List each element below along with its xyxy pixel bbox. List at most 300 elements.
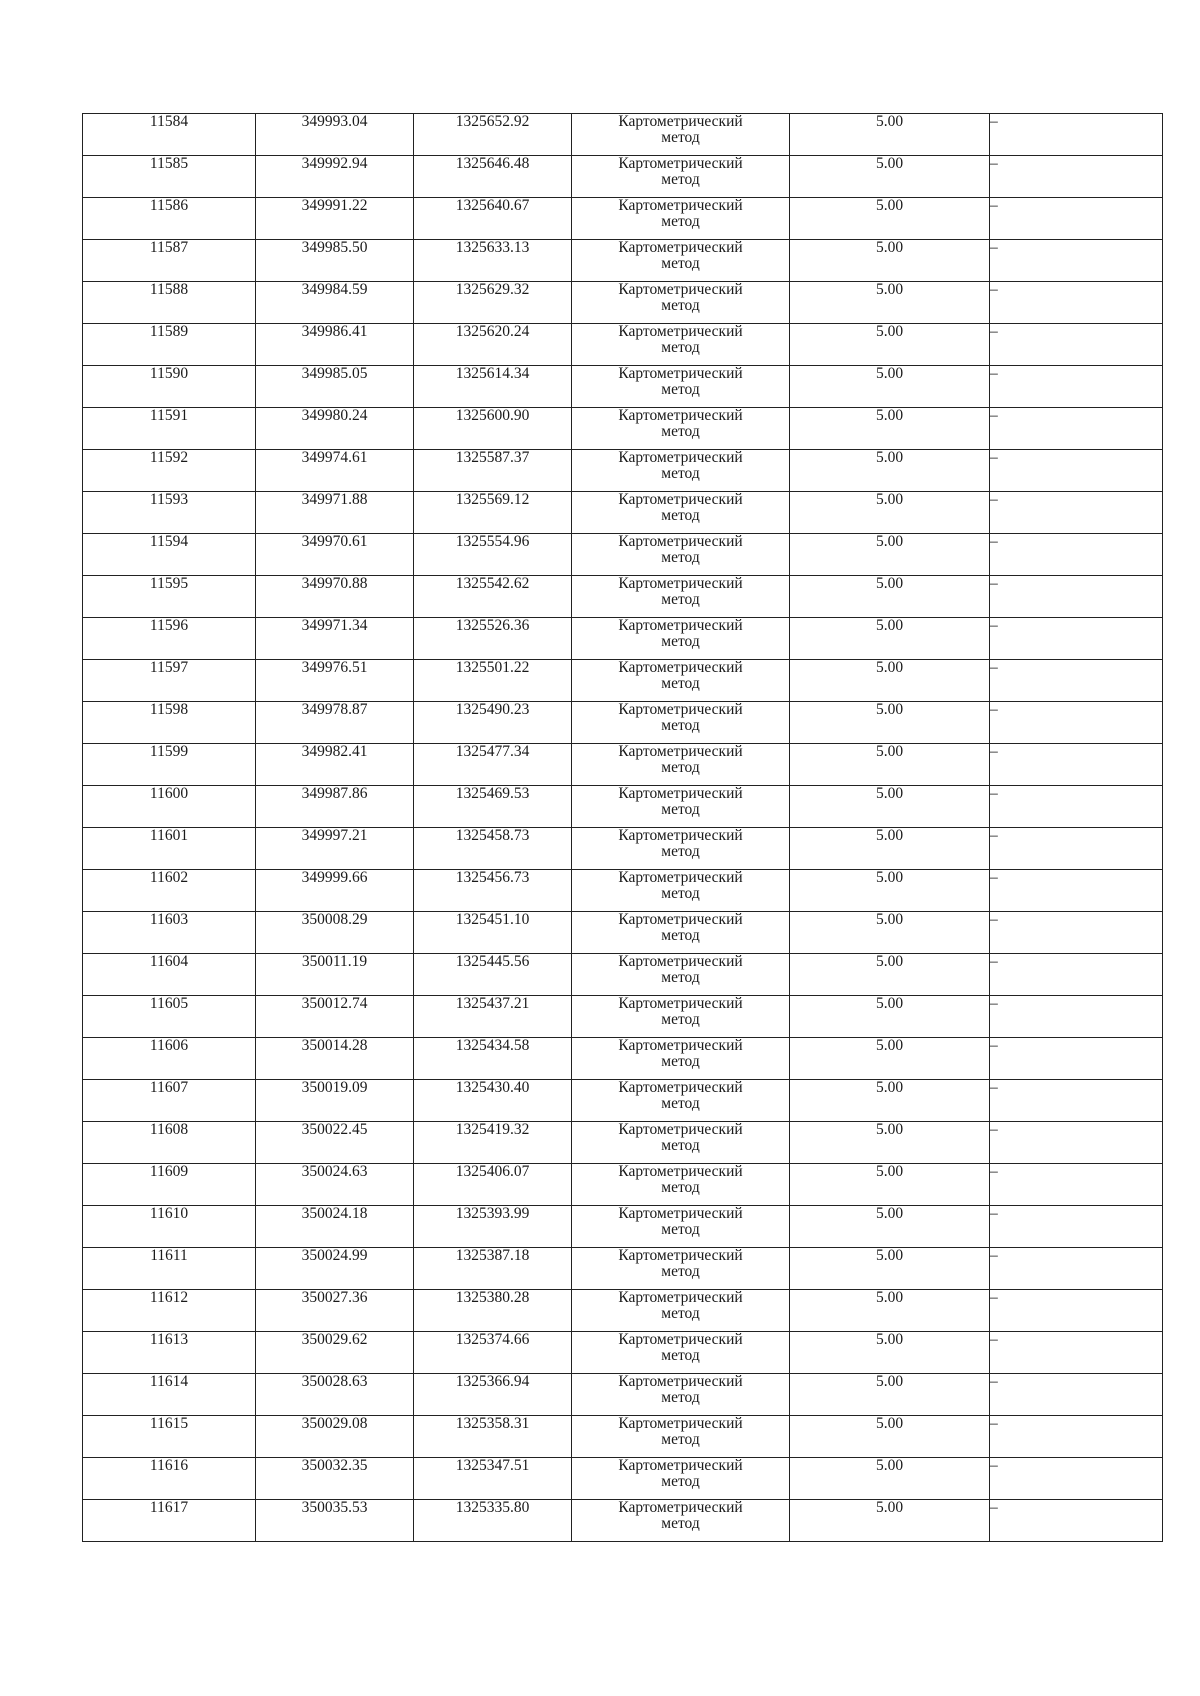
table-row bbox=[83, 744, 1163, 786]
y-coordinate-cell: 1325374.66 bbox=[414, 1332, 572, 1374]
table-row bbox=[83, 366, 1163, 408]
table-row bbox=[83, 660, 1163, 702]
method-cell bbox=[572, 408, 790, 450]
x-coordinate-cell: 349980.24 bbox=[256, 408, 414, 450]
method-line-2: метод bbox=[661, 885, 700, 902]
method-cell bbox=[572, 1290, 790, 1332]
point-number-cell: 11596 bbox=[83, 618, 256, 660]
table-row bbox=[83, 324, 1163, 366]
x-coordinate-cell: 349997.21 bbox=[256, 828, 414, 870]
table-row bbox=[83, 912, 1163, 954]
y-coordinate-cell: 1325366.94 bbox=[414, 1374, 572, 1416]
method-line-1: Картометрический bbox=[618, 197, 743, 214]
table-row bbox=[83, 114, 1163, 156]
table-row bbox=[83, 1206, 1163, 1248]
note-cell: – bbox=[990, 156, 1163, 198]
point-number-cell: 11611 bbox=[83, 1248, 256, 1290]
y-coordinate-cell: 1325437.21 bbox=[414, 996, 572, 1038]
table-body bbox=[83, 114, 1163, 1542]
method-line-2: метод bbox=[661, 1389, 700, 1406]
method-cell bbox=[572, 618, 790, 660]
method-cell bbox=[572, 702, 790, 744]
x-coordinate-cell: 350027.36 bbox=[256, 1290, 414, 1332]
note-cell: – bbox=[990, 324, 1163, 366]
accuracy-cell: 5.00 bbox=[790, 702, 990, 744]
x-coordinate-cell: 349976.51 bbox=[256, 660, 414, 702]
x-coordinate-cell: 350024.99 bbox=[256, 1248, 414, 1290]
accuracy-cell: 5.00 bbox=[790, 1080, 990, 1122]
x-coordinate-cell: 350012.74 bbox=[256, 996, 414, 1038]
note-cell: – bbox=[990, 912, 1163, 954]
table-row bbox=[83, 282, 1163, 324]
point-number-cell: 11613 bbox=[83, 1332, 256, 1374]
method-line-1: Картометрический bbox=[618, 785, 743, 802]
method-line-2: метод bbox=[661, 1515, 700, 1532]
method-line-1: Картометрический bbox=[618, 323, 743, 340]
method-line-1: Картометрический bbox=[618, 1373, 743, 1390]
y-coordinate-cell: 1325477.34 bbox=[414, 744, 572, 786]
x-coordinate-cell: 350024.18 bbox=[256, 1206, 414, 1248]
method-cell bbox=[572, 744, 790, 786]
note-cell: – bbox=[990, 870, 1163, 912]
accuracy-cell: 5.00 bbox=[790, 786, 990, 828]
method-line-2: метод bbox=[661, 423, 700, 440]
x-coordinate-cell: 350035.53 bbox=[256, 1500, 414, 1542]
y-coordinate-cell: 1325380.28 bbox=[414, 1290, 572, 1332]
y-coordinate-cell: 1325430.40 bbox=[414, 1080, 572, 1122]
method-line-1: Картометрический bbox=[618, 995, 743, 1012]
table-row bbox=[83, 786, 1163, 828]
method-cell bbox=[572, 786, 790, 828]
method-cell bbox=[572, 1248, 790, 1290]
point-number-cell: 11610 bbox=[83, 1206, 256, 1248]
accuracy-cell: 5.00 bbox=[790, 1206, 990, 1248]
method-line-2: метод bbox=[661, 759, 700, 776]
method-line-2: метод bbox=[661, 1221, 700, 1238]
method-line-1: Картометрический bbox=[618, 113, 743, 130]
y-coordinate-cell: 1325458.73 bbox=[414, 828, 572, 870]
y-coordinate-cell: 1325347.51 bbox=[414, 1458, 572, 1500]
y-coordinate-cell: 1325335.80 bbox=[414, 1500, 572, 1542]
point-number-cell: 11597 bbox=[83, 660, 256, 702]
y-coordinate-cell: 1325490.23 bbox=[414, 702, 572, 744]
x-coordinate-cell: 350029.62 bbox=[256, 1332, 414, 1374]
point-number-cell: 11615 bbox=[83, 1416, 256, 1458]
method-line-1: Картометрический bbox=[618, 449, 743, 466]
note-cell: – bbox=[990, 1206, 1163, 1248]
method-cell bbox=[572, 996, 790, 1038]
point-number-cell: 11589 bbox=[83, 324, 256, 366]
note-cell: – bbox=[990, 534, 1163, 576]
table-row bbox=[83, 702, 1163, 744]
note-cell: – bbox=[990, 1038, 1163, 1080]
method-line-1: Картометрический bbox=[618, 281, 743, 298]
accuracy-cell: 5.00 bbox=[790, 1248, 990, 1290]
method-cell bbox=[572, 324, 790, 366]
table-row bbox=[83, 1164, 1163, 1206]
note-cell: – bbox=[990, 1332, 1163, 1374]
note-cell: – bbox=[990, 1458, 1163, 1500]
accuracy-cell: 5.00 bbox=[790, 156, 990, 198]
x-coordinate-cell: 349987.86 bbox=[256, 786, 414, 828]
method-cell bbox=[572, 282, 790, 324]
point-number-cell: 11587 bbox=[83, 240, 256, 282]
point-number-cell: 11590 bbox=[83, 366, 256, 408]
table-row bbox=[83, 1416, 1163, 1458]
y-coordinate-cell: 1325445.56 bbox=[414, 954, 572, 996]
note-cell: – bbox=[990, 1164, 1163, 1206]
table-row bbox=[83, 1458, 1163, 1500]
accuracy-cell: 5.00 bbox=[790, 1164, 990, 1206]
note-cell: – bbox=[990, 1080, 1163, 1122]
method-cell bbox=[572, 1122, 790, 1164]
method-cell bbox=[572, 954, 790, 996]
method-line-1: Картометрический bbox=[618, 1289, 743, 1306]
y-coordinate-cell: 1325569.12 bbox=[414, 492, 572, 534]
y-coordinate-cell: 1325554.96 bbox=[414, 534, 572, 576]
method-line-1: Картометрический bbox=[618, 1415, 743, 1432]
method-line-2: метод bbox=[661, 1305, 700, 1322]
method-cell bbox=[572, 576, 790, 618]
method-line-2: метод bbox=[661, 1095, 700, 1112]
x-coordinate-cell: 349971.88 bbox=[256, 492, 414, 534]
method-line-1: Картометрический bbox=[618, 365, 743, 382]
method-line-2: метод bbox=[661, 927, 700, 944]
method-cell bbox=[572, 1080, 790, 1122]
method-cell bbox=[572, 366, 790, 408]
point-number-cell: 11612 bbox=[83, 1290, 256, 1332]
method-cell bbox=[572, 492, 790, 534]
method-line-1: Картометрический bbox=[618, 1121, 743, 1138]
accuracy-cell: 5.00 bbox=[790, 1332, 990, 1374]
method-line-1: Картометрический bbox=[618, 533, 743, 550]
point-number-cell: 11614 bbox=[83, 1374, 256, 1416]
y-coordinate-cell: 1325600.90 bbox=[414, 408, 572, 450]
x-coordinate-cell: 349986.41 bbox=[256, 324, 414, 366]
y-coordinate-cell: 1325434.58 bbox=[414, 1038, 572, 1080]
accuracy-cell: 5.00 bbox=[790, 1290, 990, 1332]
method-line-2: метод bbox=[661, 717, 700, 734]
point-number-cell: 11605 bbox=[83, 996, 256, 1038]
table-row bbox=[83, 534, 1163, 576]
accuracy-cell: 5.00 bbox=[790, 492, 990, 534]
x-coordinate-cell: 350032.35 bbox=[256, 1458, 414, 1500]
table-row bbox=[83, 618, 1163, 660]
method-line-1: Картометрический bbox=[618, 869, 743, 886]
method-line-1: Картометрический bbox=[618, 827, 743, 844]
note-cell: – bbox=[990, 576, 1163, 618]
method-line-1: Картометрический bbox=[618, 239, 743, 256]
point-number-cell: 11599 bbox=[83, 744, 256, 786]
x-coordinate-cell: 350028.63 bbox=[256, 1374, 414, 1416]
y-coordinate-cell: 1325526.36 bbox=[414, 618, 572, 660]
method-cell bbox=[572, 198, 790, 240]
method-line-2: метод bbox=[661, 213, 700, 230]
table-row bbox=[83, 954, 1163, 996]
note-cell: – bbox=[990, 702, 1163, 744]
method-line-1: Картометрический bbox=[618, 155, 743, 172]
accuracy-cell: 5.00 bbox=[790, 450, 990, 492]
y-coordinate-cell: 1325629.32 bbox=[414, 282, 572, 324]
point-number-cell: 11602 bbox=[83, 870, 256, 912]
point-number-cell: 11616 bbox=[83, 1458, 256, 1500]
note-cell: – bbox=[990, 450, 1163, 492]
table-row bbox=[83, 870, 1163, 912]
method-line-1: Картометрический bbox=[618, 1037, 743, 1054]
accuracy-cell: 5.00 bbox=[790, 198, 990, 240]
method-cell bbox=[572, 450, 790, 492]
y-coordinate-cell: 1325542.62 bbox=[414, 576, 572, 618]
point-number-cell: 11584 bbox=[83, 114, 256, 156]
method-line-1: Картометрический bbox=[618, 1331, 743, 1348]
x-coordinate-cell: 350024.63 bbox=[256, 1164, 414, 1206]
y-coordinate-cell: 1325358.31 bbox=[414, 1416, 572, 1458]
method-line-2: метод bbox=[661, 297, 700, 314]
point-number-cell: 11594 bbox=[83, 534, 256, 576]
note-cell: – bbox=[990, 1374, 1163, 1416]
method-line-1: Картометрический bbox=[618, 1079, 743, 1096]
table-row bbox=[83, 1374, 1163, 1416]
note-cell: – bbox=[990, 408, 1163, 450]
note-cell: – bbox=[990, 1500, 1163, 1542]
table-row bbox=[83, 156, 1163, 198]
note-cell: – bbox=[990, 282, 1163, 324]
y-coordinate-cell: 1325393.99 bbox=[414, 1206, 572, 1248]
note-cell: – bbox=[990, 240, 1163, 282]
method-cell bbox=[572, 912, 790, 954]
x-coordinate-cell: 350011.19 bbox=[256, 954, 414, 996]
note-cell: – bbox=[990, 492, 1163, 534]
method-line-2: метод bbox=[661, 591, 700, 608]
method-line-1: Картометрический bbox=[618, 701, 743, 718]
accuracy-cell: 5.00 bbox=[790, 912, 990, 954]
point-number-cell: 11588 bbox=[83, 282, 256, 324]
accuracy-cell: 5.00 bbox=[790, 996, 990, 1038]
table-row bbox=[83, 1332, 1163, 1374]
method-line-1: Картометрический bbox=[618, 1457, 743, 1474]
method-cell bbox=[572, 828, 790, 870]
method-line-2: метод bbox=[661, 1179, 700, 1196]
x-coordinate-cell: 349974.61 bbox=[256, 450, 414, 492]
x-coordinate-cell: 349985.05 bbox=[256, 366, 414, 408]
accuracy-cell: 5.00 bbox=[790, 114, 990, 156]
point-number-cell: 11585 bbox=[83, 156, 256, 198]
method-line-1: Картометрический bbox=[618, 659, 743, 676]
accuracy-cell: 5.00 bbox=[790, 534, 990, 576]
method-cell bbox=[572, 1374, 790, 1416]
method-line-1: Картометрический bbox=[618, 1163, 743, 1180]
table-row bbox=[83, 1122, 1163, 1164]
accuracy-cell: 5.00 bbox=[790, 954, 990, 996]
note-cell: – bbox=[990, 954, 1163, 996]
coordinates-table bbox=[82, 113, 1163, 1542]
point-number-cell: 11592 bbox=[83, 450, 256, 492]
point-number-cell: 11604 bbox=[83, 954, 256, 996]
method-cell bbox=[572, 660, 790, 702]
accuracy-cell: 5.00 bbox=[790, 1416, 990, 1458]
table-row bbox=[83, 492, 1163, 534]
y-coordinate-cell: 1325620.24 bbox=[414, 324, 572, 366]
y-coordinate-cell: 1325419.32 bbox=[414, 1122, 572, 1164]
accuracy-cell: 5.00 bbox=[790, 660, 990, 702]
y-coordinate-cell: 1325640.67 bbox=[414, 198, 572, 240]
table-row bbox=[83, 1290, 1163, 1332]
method-line-2: метод bbox=[661, 1431, 700, 1448]
accuracy-cell: 5.00 bbox=[790, 240, 990, 282]
accuracy-cell: 5.00 bbox=[790, 870, 990, 912]
y-coordinate-cell: 1325646.48 bbox=[414, 156, 572, 198]
accuracy-cell: 5.00 bbox=[790, 1374, 990, 1416]
method-line-2: метод bbox=[661, 1263, 700, 1280]
y-coordinate-cell: 1325614.34 bbox=[414, 366, 572, 408]
x-coordinate-cell: 349982.41 bbox=[256, 744, 414, 786]
accuracy-cell: 5.00 bbox=[790, 576, 990, 618]
x-coordinate-cell: 349999.66 bbox=[256, 870, 414, 912]
x-coordinate-cell: 349984.59 bbox=[256, 282, 414, 324]
y-coordinate-cell: 1325501.22 bbox=[414, 660, 572, 702]
note-cell: – bbox=[990, 1248, 1163, 1290]
y-coordinate-cell: 1325406.07 bbox=[414, 1164, 572, 1206]
point-number-cell: 11593 bbox=[83, 492, 256, 534]
note-cell: – bbox=[990, 1416, 1163, 1458]
accuracy-cell: 5.00 bbox=[790, 1500, 990, 1542]
method-line-2: метод bbox=[661, 255, 700, 272]
x-coordinate-cell: 350022.45 bbox=[256, 1122, 414, 1164]
note-cell: – bbox=[990, 1290, 1163, 1332]
x-coordinate-cell: 350029.08 bbox=[256, 1416, 414, 1458]
method-line-2: метод bbox=[661, 1347, 700, 1364]
method-cell bbox=[572, 114, 790, 156]
method-line-1: Картометрический bbox=[618, 743, 743, 760]
accuracy-cell: 5.00 bbox=[790, 282, 990, 324]
method-line-2: метод bbox=[661, 129, 700, 146]
accuracy-cell: 5.00 bbox=[790, 408, 990, 450]
point-number-cell: 11598 bbox=[83, 702, 256, 744]
method-line-2: метод bbox=[661, 171, 700, 188]
method-line-1: Картометрический bbox=[618, 617, 743, 634]
y-coordinate-cell: 1325633.13 bbox=[414, 240, 572, 282]
point-number-cell: 11595 bbox=[83, 576, 256, 618]
y-coordinate-cell: 1325587.37 bbox=[414, 450, 572, 492]
note-cell: – bbox=[990, 744, 1163, 786]
method-cell bbox=[572, 870, 790, 912]
table-row bbox=[83, 450, 1163, 492]
x-coordinate-cell: 349992.94 bbox=[256, 156, 414, 198]
accuracy-cell: 5.00 bbox=[790, 828, 990, 870]
method-line-1: Картометрический bbox=[618, 1499, 743, 1516]
method-line-2: метод bbox=[661, 339, 700, 356]
accuracy-cell: 5.00 bbox=[790, 1038, 990, 1080]
accuracy-cell: 5.00 bbox=[790, 1458, 990, 1500]
y-coordinate-cell: 1325652.92 bbox=[414, 114, 572, 156]
method-line-1: Картометрический bbox=[618, 1247, 743, 1264]
method-line-2: метод bbox=[661, 1053, 700, 1070]
point-number-cell: 11617 bbox=[83, 1500, 256, 1542]
method-cell bbox=[572, 1038, 790, 1080]
method-line-1: Картометрический bbox=[618, 911, 743, 928]
point-number-cell: 11600 bbox=[83, 786, 256, 828]
x-coordinate-cell: 349970.88 bbox=[256, 576, 414, 618]
method-line-2: метод bbox=[661, 507, 700, 524]
table-row bbox=[83, 408, 1163, 450]
method-cell bbox=[572, 156, 790, 198]
method-line-1: Картометрический bbox=[618, 491, 743, 508]
method-cell bbox=[572, 534, 790, 576]
note-cell: – bbox=[990, 198, 1163, 240]
note-cell: – bbox=[990, 660, 1163, 702]
method-line-2: метод bbox=[661, 1473, 700, 1490]
note-cell: – bbox=[990, 786, 1163, 828]
y-coordinate-cell: 1325387.18 bbox=[414, 1248, 572, 1290]
x-coordinate-cell: 349970.61 bbox=[256, 534, 414, 576]
table-row bbox=[83, 1500, 1163, 1542]
method-line-1: Картометрический bbox=[618, 407, 743, 424]
point-number-cell: 11606 bbox=[83, 1038, 256, 1080]
y-coordinate-cell: 1325456.73 bbox=[414, 870, 572, 912]
table-row bbox=[83, 198, 1163, 240]
method-line-2: метод bbox=[661, 381, 700, 398]
note-cell: – bbox=[990, 828, 1163, 870]
note-cell: – bbox=[990, 996, 1163, 1038]
method-line-2: метод bbox=[661, 843, 700, 860]
accuracy-cell: 5.00 bbox=[790, 618, 990, 660]
note-cell: – bbox=[990, 618, 1163, 660]
table-row bbox=[83, 996, 1163, 1038]
method-cell bbox=[572, 1500, 790, 1542]
x-coordinate-cell: 349971.34 bbox=[256, 618, 414, 660]
point-number-cell: 11586 bbox=[83, 198, 256, 240]
y-coordinate-cell: 1325451.10 bbox=[414, 912, 572, 954]
x-coordinate-cell: 349978.87 bbox=[256, 702, 414, 744]
x-coordinate-cell: 350014.28 bbox=[256, 1038, 414, 1080]
method-line-1: Картометрический bbox=[618, 1205, 743, 1222]
method-line-2: метод bbox=[661, 549, 700, 566]
method-line-2: метод bbox=[661, 633, 700, 650]
method-line-2: метод bbox=[661, 969, 700, 986]
note-cell: – bbox=[990, 366, 1163, 408]
x-coordinate-cell: 350019.09 bbox=[256, 1080, 414, 1122]
table-row bbox=[83, 828, 1163, 870]
point-number-cell: 11603 bbox=[83, 912, 256, 954]
x-coordinate-cell: 349993.04 bbox=[256, 114, 414, 156]
table-row bbox=[83, 1038, 1163, 1080]
point-number-cell: 11607 bbox=[83, 1080, 256, 1122]
method-line-2: метод bbox=[661, 675, 700, 692]
point-number-cell: 11609 bbox=[83, 1164, 256, 1206]
point-number-cell: 11608 bbox=[83, 1122, 256, 1164]
x-coordinate-cell: 349991.22 bbox=[256, 198, 414, 240]
table-row bbox=[83, 1248, 1163, 1290]
note-cell: – bbox=[990, 1122, 1163, 1164]
method-cell bbox=[572, 1206, 790, 1248]
accuracy-cell: 5.00 bbox=[790, 1122, 990, 1164]
point-number-cell: 11601 bbox=[83, 828, 256, 870]
method-line-1: Картометрический bbox=[618, 575, 743, 592]
method-cell bbox=[572, 1416, 790, 1458]
x-coordinate-cell: 349985.50 bbox=[256, 240, 414, 282]
method-cell bbox=[572, 240, 790, 282]
method-line-2: метод bbox=[661, 1137, 700, 1154]
x-coordinate-cell: 350008.29 bbox=[256, 912, 414, 954]
method-line-2: метод bbox=[661, 1011, 700, 1028]
method-cell bbox=[572, 1164, 790, 1206]
accuracy-cell: 5.00 bbox=[790, 744, 990, 786]
method-cell bbox=[572, 1332, 790, 1374]
y-coordinate-cell: 1325469.53 bbox=[414, 786, 572, 828]
note-cell: – bbox=[990, 114, 1163, 156]
accuracy-cell: 5.00 bbox=[790, 324, 990, 366]
accuracy-cell: 5.00 bbox=[790, 366, 990, 408]
